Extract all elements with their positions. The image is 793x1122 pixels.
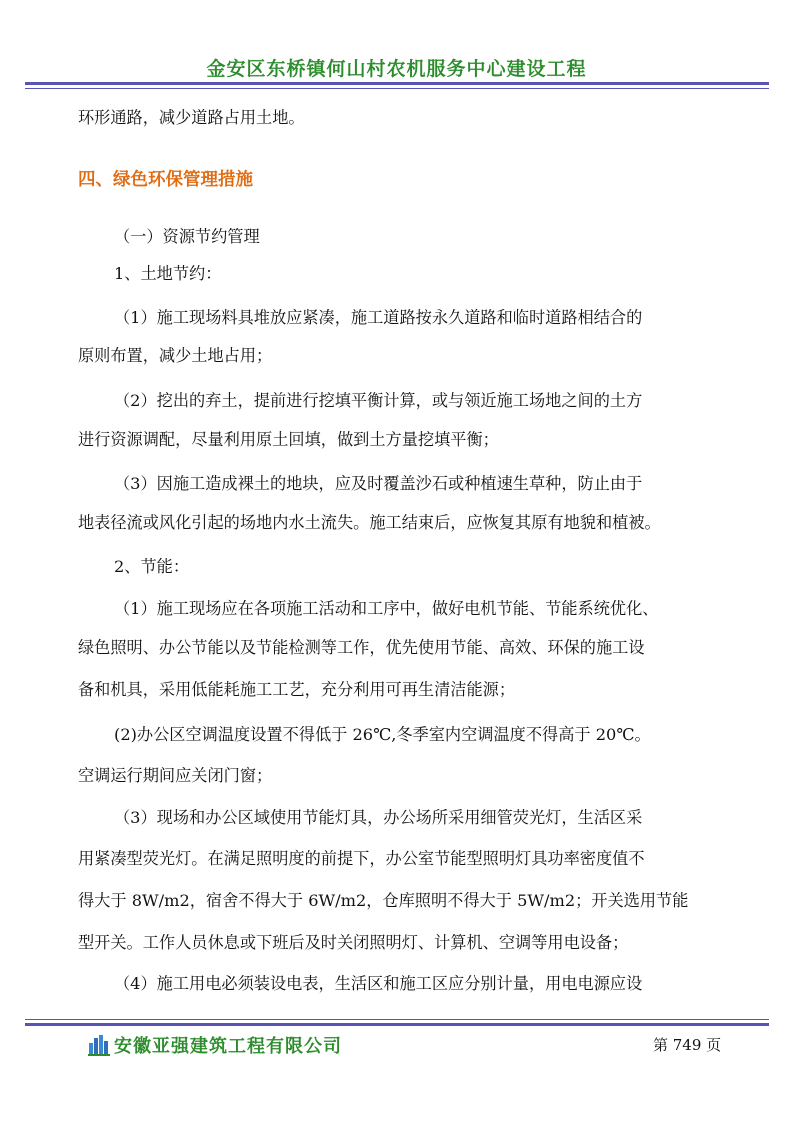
header-rule-thin — [25, 88, 769, 89]
body-line: （3）现场和办公区域使用节能灯具，办公场所采用细管荧光灯，生活区采 — [114, 808, 643, 827]
body-line: 环形通路，减少道路占用土地。 — [78, 108, 305, 127]
page-number: 第 749 页 — [653, 1036, 722, 1054]
body-line: 进行资源调配，尽量利用原土回填，做到土方量挖填平衡； — [78, 430, 499, 449]
body-line: 原则布置，减少土地占用； — [78, 346, 273, 365]
company-name: 安徽亚强建筑工程有限公司 — [114, 1036, 342, 1057]
body-line: 地表径流或风化引起的场地内水土流失。施工结束后，应恢复其原有地貌和植被。 — [78, 513, 661, 532]
body-line: （2）挖出的弃土，提前进行挖填平衡计算，或与领近施工场地之间的土方 — [114, 391, 643, 410]
body-line: 用紧凑型荧光灯。在满足照明度的前提下，办公室节能型照明灯具功率密度值不 — [78, 849, 645, 868]
body-line: （1）施工现场料具堆放应紧凑，施工道路按永久道路和临时道路相结合的 — [114, 308, 643, 327]
header-rule — [25, 82, 769, 85]
subsection-heading: （一）资源节约管理 — [114, 227, 260, 246]
item-heading: 2、节能： — [114, 557, 190, 576]
body-line: 绿色照明、办公节能以及节能检测等工作，优先使用节能、高效、环保的施工设 — [78, 638, 645, 657]
body-line: 空调运行期间应关闭门窗； — [78, 766, 273, 785]
body-line: 型开关。工作人员休息或下班后及时关闭照明灯、计算机、空调等用电设备； — [78, 933, 629, 952]
body-line: (2)办公区空调温度设置不得低于 26℃,冬季室内空调温度不得高于 20℃。 — [114, 725, 651, 744]
body-line: （1）施工现场应在各项施工活动和工序中，做好电机节能、节能系统优化、 — [114, 599, 659, 618]
company-logo-icon — [88, 1034, 110, 1056]
footer-rule-thin — [25, 1019, 769, 1020]
page-header-title: 金安区东桥镇何山村农机服务中心建设工程 — [206, 58, 587, 80]
section-heading: 四、绿色环保管理措施 — [78, 170, 253, 190]
footer-rule — [25, 1023, 769, 1026]
footer-company — [88, 1032, 342, 1058]
item-heading: 1、土地节约： — [114, 264, 222, 283]
body-line: （3）因施工造成裸土的地块，应及时覆盖沙石或种植速生草种，防止由于 — [114, 474, 643, 493]
body-line: （4）施工用电必须装设电表，生活区和施工区应分别计量，用电电源应设 — [114, 974, 643, 993]
body-line: 备和机具，采用低能耗施工工艺，充分利用可再生清洁能源； — [78, 680, 516, 699]
body-line: 得大于 8W/m2，宿舍不得大于 6W/m2，仓库照明不得大于 5W/m2；开关选用节能 — [78, 891, 689, 910]
